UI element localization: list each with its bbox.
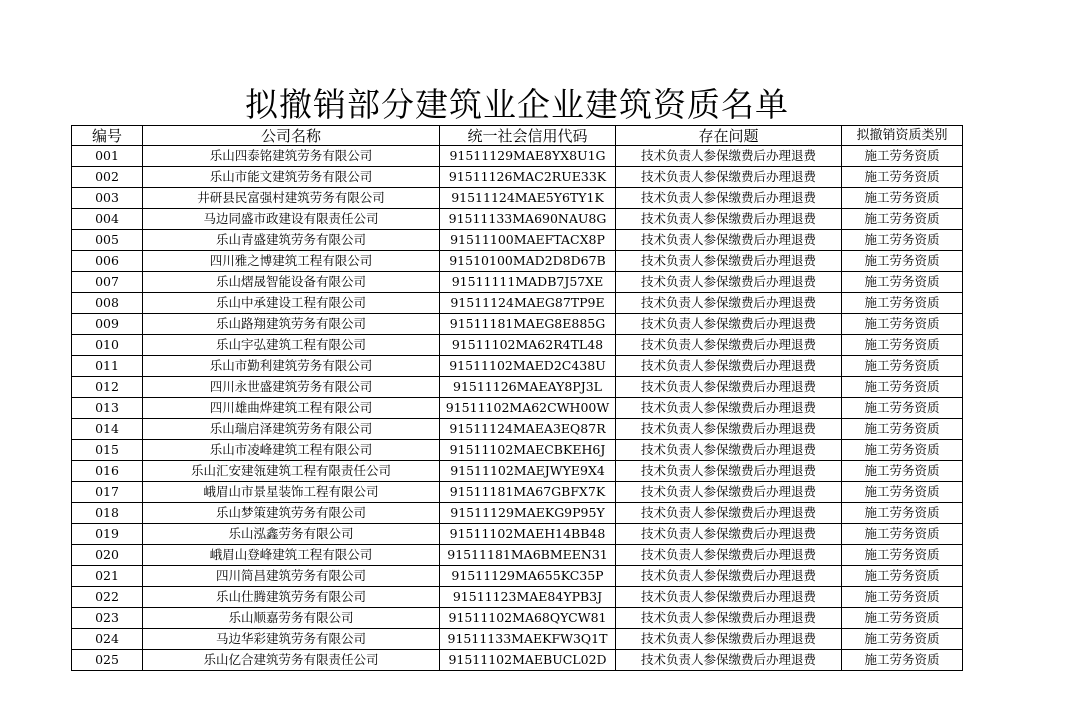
cell-credit-code: 91511124MAEG87TP9E (440, 293, 616, 314)
header-company-name: 公司名称 (143, 126, 440, 146)
cell-issue: 技术负责人参保缴费后办理退费 (616, 545, 842, 566)
cell-credit-code: 91511129MAE8YX8U1G (440, 146, 616, 167)
table-row (72, 146, 963, 167)
cell-qualification-type: 施工劳务资质 (842, 335, 963, 356)
cell-number: 024 (72, 629, 143, 650)
cell-credit-code: 91510100MAD2D8D67B (440, 251, 616, 272)
cell-company-name: 乐山熠晟智能设备有限公司 (143, 272, 440, 293)
cell-qualification-type: 施工劳务资质 (842, 314, 963, 335)
cell-issue: 技术负责人参保缴费后办理退费 (616, 398, 842, 419)
cell-credit-code: 91511181MAEG8E885G (440, 314, 616, 335)
cell-number: 009 (72, 314, 143, 335)
table-row (72, 377, 963, 398)
cell-qualification-type: 施工劳务资质 (842, 230, 963, 251)
cell-issue: 技术负责人参保缴费后办理退费 (616, 503, 842, 524)
header-qualification-type: 拟撤销资质类别 (842, 126, 963, 146)
table-row (72, 587, 963, 608)
cell-qualification-type: 施工劳务资质 (842, 650, 963, 671)
cell-credit-code: 91511102MA62R4TL48 (440, 335, 616, 356)
cell-credit-code: 91511100MAEFTACX8P (440, 230, 616, 251)
cell-number: 005 (72, 230, 143, 251)
cell-credit-code: 91511124MAE5Y6TY1K (440, 188, 616, 209)
page-title: 拟撤销部分建筑业企业建筑资质名单 (245, 85, 789, 124)
cell-qualification-type: 施工劳务资质 (842, 293, 963, 314)
cell-qualification-type: 施工劳务资质 (842, 356, 963, 377)
cell-number: 010 (72, 335, 143, 356)
cell-issue: 技术负责人参保缴费后办理退费 (616, 314, 842, 335)
cell-qualification-type: 施工劳务资质 (842, 461, 963, 482)
cell-company-name: 乐山泓鑫劳务有限公司 (143, 524, 440, 545)
cell-number: 013 (72, 398, 143, 419)
table-row (72, 335, 963, 356)
cell-company-name: 峨眉山登峰建筑工程有限公司 (143, 545, 440, 566)
cell-qualification-type: 施工劳务资质 (842, 419, 963, 440)
cell-number: 007 (72, 272, 143, 293)
cell-qualification-type: 施工劳务资质 (842, 209, 963, 230)
cell-qualification-type: 施工劳务资质 (842, 629, 963, 650)
cell-company-name: 乐山汇安建瓴建筑工程有限责任公司 (143, 461, 440, 482)
table-row (72, 461, 963, 482)
table-row (72, 545, 963, 566)
cell-credit-code: 91511102MA62CWH00W (440, 398, 616, 419)
cell-company-name: 马边华彩建筑劳务有限公司 (143, 629, 440, 650)
table-row (72, 629, 963, 650)
cell-company-name: 乐山市凌峰建筑工程有限公司 (143, 440, 440, 461)
cell-credit-code: 91511181MA6BMEEN31 (440, 545, 616, 566)
table-row (72, 419, 963, 440)
table-row (72, 314, 963, 335)
cell-company-name: 乐山青盛建筑劳务有限公司 (143, 230, 440, 251)
table-row (72, 356, 963, 377)
cell-issue: 技术负责人参保缴费后办理退费 (616, 209, 842, 230)
table-row (72, 167, 963, 188)
header-row (72, 126, 963, 146)
cell-qualification-type: 施工劳务资质 (842, 587, 963, 608)
cell-company-name: 乐山顺嘉劳务有限公司 (143, 608, 440, 629)
cell-issue: 技术负责人参保缴费后办理退费 (616, 188, 842, 209)
cell-number: 011 (72, 356, 143, 377)
cell-number: 023 (72, 608, 143, 629)
cell-qualification-type: 施工劳务资质 (842, 146, 963, 167)
header-number: 编号 (72, 126, 143, 146)
cell-qualification-type: 施工劳务资质 (842, 566, 963, 587)
cell-company-name: 四川简昌建筑劳务有限公司 (143, 566, 440, 587)
cell-number: 022 (72, 587, 143, 608)
cell-company-name: 四川雄曲烨建筑工程有限公司 (143, 398, 440, 419)
cell-qualification-type: 施工劳务资质 (842, 188, 963, 209)
cell-number: 021 (72, 566, 143, 587)
cell-company-name: 乐山四泰铭建筑劳务有限公司 (143, 146, 440, 167)
cell-number: 018 (72, 503, 143, 524)
table-row (72, 608, 963, 629)
cell-number: 020 (72, 545, 143, 566)
table-row (72, 398, 963, 419)
cell-number: 002 (72, 167, 143, 188)
cell-qualification-type: 施工劳务资质 (842, 482, 963, 503)
cell-qualification-type: 施工劳务资质 (842, 440, 963, 461)
revocation-table (71, 125, 963, 671)
cell-issue: 技术负责人参保缴费后办理退费 (616, 524, 842, 545)
cell-issue: 技术负责人参保缴费后办理退费 (616, 272, 842, 293)
cell-issue: 技术负责人参保缴费后办理退费 (616, 482, 842, 503)
cell-qualification-type: 施工劳务资质 (842, 377, 963, 398)
table-row (72, 251, 963, 272)
cell-company-name: 乐山路翔建筑劳务有限公司 (143, 314, 440, 335)
cell-issue: 技术负责人参保缴费后办理退费 (616, 230, 842, 251)
cell-company-name: 乐山市能文建筑劳务有限公司 (143, 167, 440, 188)
cell-issue: 技术负责人参保缴费后办理退费 (616, 293, 842, 314)
table-row (72, 566, 963, 587)
cell-issue: 技术负责人参保缴费后办理退费 (616, 587, 842, 608)
cell-company-name: 乐山中承建设工程有限公司 (143, 293, 440, 314)
cell-credit-code: 91511102MAECBKEH6J (440, 440, 616, 461)
cell-issue: 技术负责人参保缴费后办理退费 (616, 629, 842, 650)
cell-number: 001 (72, 146, 143, 167)
cell-credit-code: 91511102MA68QYCW81 (440, 608, 616, 629)
cell-company-name: 乐山宇弘建筑工程有限公司 (143, 335, 440, 356)
table-row (72, 482, 963, 503)
table-row (72, 650, 963, 671)
cell-credit-code: 91511111MADB7J57XE (440, 272, 616, 293)
cell-company-name: 四川雅之博建筑工程有限公司 (143, 251, 440, 272)
cell-company-name: 乐山瑞启泽建筑劳务有限公司 (143, 419, 440, 440)
cell-qualification-type: 施工劳务资质 (842, 251, 963, 272)
cell-credit-code: 91511102MAED2C438U (440, 356, 616, 377)
cell-credit-code: 91511126MAC2RUE33K (440, 167, 616, 188)
cell-number: 014 (72, 419, 143, 440)
cell-qualification-type: 施工劳务资质 (842, 167, 963, 188)
table-row (72, 503, 963, 524)
cell-company-name: 乐山仕腾建筑劳务有限公司 (143, 587, 440, 608)
cell-issue: 技术负责人参保缴费后办理退费 (616, 566, 842, 587)
header-credit-code: 统一社会信用代码 (440, 126, 616, 146)
cell-issue: 技术负责人参保缴费后办理退费 (616, 146, 842, 167)
cell-qualification-type: 施工劳务资质 (842, 545, 963, 566)
cell-number: 017 (72, 482, 143, 503)
cell-issue: 技术负责人参保缴费后办理退费 (616, 461, 842, 482)
cell-qualification-type: 施工劳务资质 (842, 503, 963, 524)
cell-issue: 技术负责人参保缴费后办理退费 (616, 167, 842, 188)
cell-company-name: 马边同盛市政建设有限责任公司 (143, 209, 440, 230)
cell-number: 016 (72, 461, 143, 482)
cell-company-name: 乐山亿合建筑劳务有限责任公司 (143, 650, 440, 671)
cell-number: 006 (72, 251, 143, 272)
cell-credit-code: 91511102MAEJWYE9X4 (440, 461, 616, 482)
cell-company-name: 四川永世盛建筑劳务有限公司 (143, 377, 440, 398)
header-issue: 存在问题 (616, 126, 842, 146)
cell-qualification-type: 施工劳务资质 (842, 608, 963, 629)
cell-credit-code: 91511102MAEBUCL02D (440, 650, 616, 671)
cell-credit-code: 91511124MAEA3EQ87R (440, 419, 616, 440)
cell-credit-code: 91511129MA655KC35P (440, 566, 616, 587)
cell-company-name: 乐山市勤利建筑劳务有限公司 (143, 356, 440, 377)
cell-credit-code: 91511123MAE84YPB3J (440, 587, 616, 608)
cell-number: 025 (72, 650, 143, 671)
cell-credit-code: 91511181MA67GBFX7K (440, 482, 616, 503)
cell-number: 015 (72, 440, 143, 461)
cell-credit-code: 91511126MAEAY8PJ3L (440, 377, 616, 398)
cell-credit-code: 91511133MAEKFW3Q1T (440, 629, 616, 650)
cell-company-name: 乐山梦策建筑劳务有限公司 (143, 503, 440, 524)
cell-issue: 技术负责人参保缴费后办理退费 (616, 356, 842, 377)
cell-issue: 技术负责人参保缴费后办理退费 (616, 419, 842, 440)
table-row (72, 293, 963, 314)
cell-number: 003 (72, 188, 143, 209)
cell-number: 004 (72, 209, 143, 230)
table-row (72, 524, 963, 545)
table-row (72, 188, 963, 209)
cell-number: 008 (72, 293, 143, 314)
table-row (72, 272, 963, 293)
cell-company-name: 井研县民富强村建筑劳务有限公司 (143, 188, 440, 209)
table-row (72, 209, 963, 230)
cell-number: 012 (72, 377, 143, 398)
cell-issue: 技术负责人参保缴费后办理退费 (616, 251, 842, 272)
cell-qualification-type: 施工劳务资质 (842, 398, 963, 419)
cell-issue: 技术负责人参保缴费后办理退费 (616, 650, 842, 671)
cell-issue: 技术负责人参保缴费后办理退费 (616, 335, 842, 356)
cell-issue: 技术负责人参保缴费后办理退费 (616, 377, 842, 398)
cell-number: 019 (72, 524, 143, 545)
cell-qualification-type: 施工劳务资质 (842, 272, 963, 293)
cell-company-name: 峨眉山市景星装饰工程有限公司 (143, 482, 440, 503)
cell-credit-code: 91511129MAEKG9P95Y (440, 503, 616, 524)
table-row (72, 440, 963, 461)
cell-credit-code: 91511133MA690NAU8G (440, 209, 616, 230)
cell-issue: 技术负责人参保缴费后办理退费 (616, 608, 842, 629)
table-body (72, 146, 963, 671)
table-row (72, 230, 963, 251)
cell-issue: 技术负责人参保缴费后办理退费 (616, 440, 842, 461)
cell-credit-code: 91511102MAEH14BB48 (440, 524, 616, 545)
cell-qualification-type: 施工劳务资质 (842, 524, 963, 545)
